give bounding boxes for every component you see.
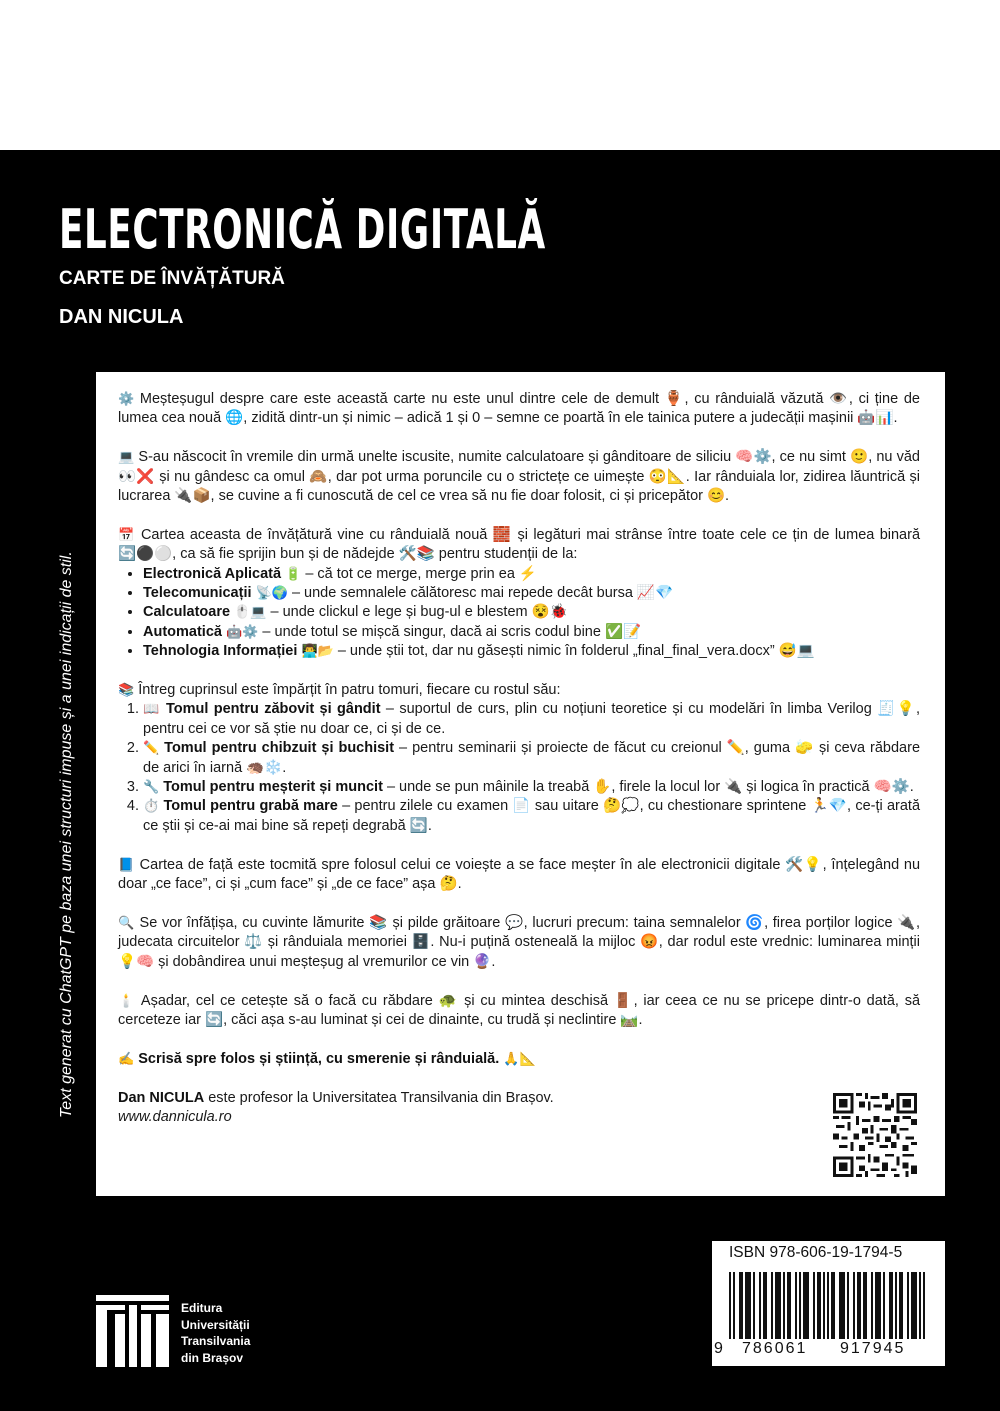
book-subtitle: CARTE DE ÎNVĂȚĂTURĂ	[59, 268, 285, 289]
list-item: 1. 📖 Tomul pentru zăbovit și gândit – suportul de curs, plin cu noțiuni teoretice și cu modelări în limba Verilog 🧾💡, pentru cei ce vor să știe nu doar ce, ci și de ce.	[143, 700, 920, 739]
list-item: 3. 🔧 Tomul pentru meșterit și muncit – unde se pun mâinile la treabă ✋, firele la locul lor 🔌 și logica în practică 🧠⚙️.	[143, 778, 920, 797]
paragraph-5: 📘 Cartea de față este tocmită spre folosul celui ce voiește a se face meșter în ale electronicii digitale 🛠️💡, înțelegând nu doar „ce face”, ci și „cum face” și „de ce face” așa 🤔.	[118, 856, 921, 893]
publisher	[96, 1295, 276, 1367]
stopwatch-icon: ⏱️	[143, 799, 160, 815]
laptop-icon: 💻	[118, 450, 135, 466]
satellite-icon: 📡🌍	[255, 586, 288, 602]
side-note: Text generat cu ChatGPT pe baza unei structuri impuse și a unei indicații de stil.	[58, 551, 75, 1118]
barcode-digits-left: 786061	[742, 1340, 808, 1357]
writing-hand-icon: ✍️	[118, 1051, 135, 1067]
barcode	[729, 1272, 925, 1339]
computer-icon: 🖱️💻	[234, 605, 267, 621]
list-item: • Telecomunicații 📡🌍 – unde semnalele călătoresc mai repede decât bursa 📈💎	[143, 584, 920, 603]
pencil-icon: ✏️	[143, 741, 160, 757]
list-item: • Automatică 🤖⚙️ – unde totul se mișcă singur, dacă ai scris codul bine ✅📝	[143, 623, 920, 642]
tomes-list	[118, 700, 920, 836]
wrench-icon: 🔧	[143, 780, 160, 796]
books-icon: 📚	[118, 683, 135, 699]
isbn-label: ISBN 978-606-19-1794-5	[729, 1244, 903, 1261]
barcode-digit-first: 9	[714, 1340, 723, 1357]
paragraph-6: 🔍 Se vor înfățișa, cu cuvinte lămurite 📚 și pilde grăitoare 💬, lucruri precum: taina semnalelor 🌀, firea porților logice 🔌, judecata circuitelor ⚖️ și rânduiala memoriei 🗄️. Nu-i puțină osteneală la mijloc 😡, dar rodul este vrednic: luminarea minții 💡🧠 și dobândirea unui meșteșug al vremurilor ce vin 🔮.	[118, 914, 920, 970]
battery-icon: 🔋	[285, 566, 302, 582]
open-book-icon: 📖	[143, 702, 161, 718]
praying-hands-icon: 🙏📐	[503, 1051, 536, 1067]
author-bio: Dan NICULA este profesor la Universitatea Transilvania din Brașov.	[118, 1089, 554, 1106]
fields-list	[118, 565, 920, 662]
paragraph-8: ✍️ Scrisă spre folos și știință, cu smerenie și rânduială. 🙏📐	[118, 1050, 536, 1067]
barcode-digits-right: 917945	[840, 1340, 906, 1357]
qr-code	[833, 1093, 917, 1177]
list-item: • Calculatoare 🖱️💻 – unde clickul e lege și bug-ul e blestem 😵🐞	[143, 603, 920, 622]
candle-icon: 🕯️	[118, 993, 136, 1009]
paragraph-3: 📅 Cartea aceasta de învățătură vine cu rânduială nouă 🧱 și legături mai strânse între toate cele ce țin de lumea binară 🔄⚫⚪, ca să fie sprijin bun și de nădejde 🛠️📚 pentru studenții de la:	[118, 526, 921, 563]
list-item: 2. ✏️ Tomul pentru chibzuit și buchisit – pentru seminarii și proiecte de făcut cu creionul ✏️, guma 🧽 și ceva răbdare de arici în iarnă 🦔❄️.	[143, 739, 920, 778]
list-item: • Electronică Aplicată 🔋 – că tot ce merge, merge prin ea ⚡	[143, 565, 920, 584]
blurb-panel	[96, 372, 945, 1196]
list-item: 4. ⏱️ Tomul pentru grabă mare – pentru zilele cu examen 📄 sau uitare 🤔💭, cu chestionare sprintene 🏃💎, ce-ți arată ce știi și ce-ai mai bine să repeți degrabă 🔄.	[143, 797, 920, 836]
calendar-icon: 📅	[118, 527, 136, 543]
list-item: • Tehnologia Informației 👨‍💻📂 – unde știi tot, dar nu găsești nimic în folderul „final_final_vera.docx” 😅💻	[143, 642, 920, 661]
paragraph-1: ⚙️ Meșteșugul despre care este această carte nu este unul dintre cele de demult 🏺, cu rânduială văzută 👁️, ci ține de lumea cea nouă 🌐, zidită dintr-un și nimic – adică 1 și 0 – semne ce poartă în ele tainica putere a judecății mașinii 🤖📊.	[118, 391, 920, 427]
robot-icon: 🤖⚙️	[226, 624, 259, 640]
paragraph-2: 💻 S-au născocit în vremile din urmă unelte iscusite, numite calculatoare și gânditoare de siliciu 🧠⚙️, ce nu simt 🙂, nu văd 👀❌ și nu gândesc ca omul 🙈, dar pot urma poruncile cu o strictețe ce uimește 😳📐. Iar rânduiala lor, zidirea lăuntrică și lucrarea 🔌📦, se cuvine a fi cunoscută de cel ce vrea să nu fie doar folosit, ci și pricepător 😊.	[118, 449, 920, 505]
technologist-icon: 👨‍💻📂	[301, 644, 334, 660]
author-website: www.dannicula.ro	[118, 1108, 232, 1125]
book-author: DAN NICULA	[59, 306, 184, 328]
publisher-logo	[96, 1295, 169, 1367]
top-margin	[0, 0, 1000, 150]
publisher-name: Editura Universității Transilvania din Brașov	[181, 1301, 251, 1365]
isbn-barcode-box	[712, 1241, 945, 1366]
magnifier-icon: 🔍	[118, 915, 135, 931]
paragraph-4: 📚 Întreg cuprinsul este împărțit în patru tomuri, fiecare cu rostul său:	[118, 682, 561, 699]
blue-book-icon: 📘	[118, 857, 135, 873]
gear-icon: ⚙️	[118, 392, 135, 407]
book-title: ELECTRONICĂ DIGITALĂ	[59, 198, 546, 261]
paragraph-7: 🕯️ Așadar, cel ce cetește să o facă cu răbdare 🐢 și cu mintea deschisă 🚪, iar ceea ce nu se pricepe dintr-o dată, să cerceteze iar 🔄, căci așa s-au luminat și cei de dinainte, cu trudă și neclintire 🛤️.	[118, 992, 921, 1028]
